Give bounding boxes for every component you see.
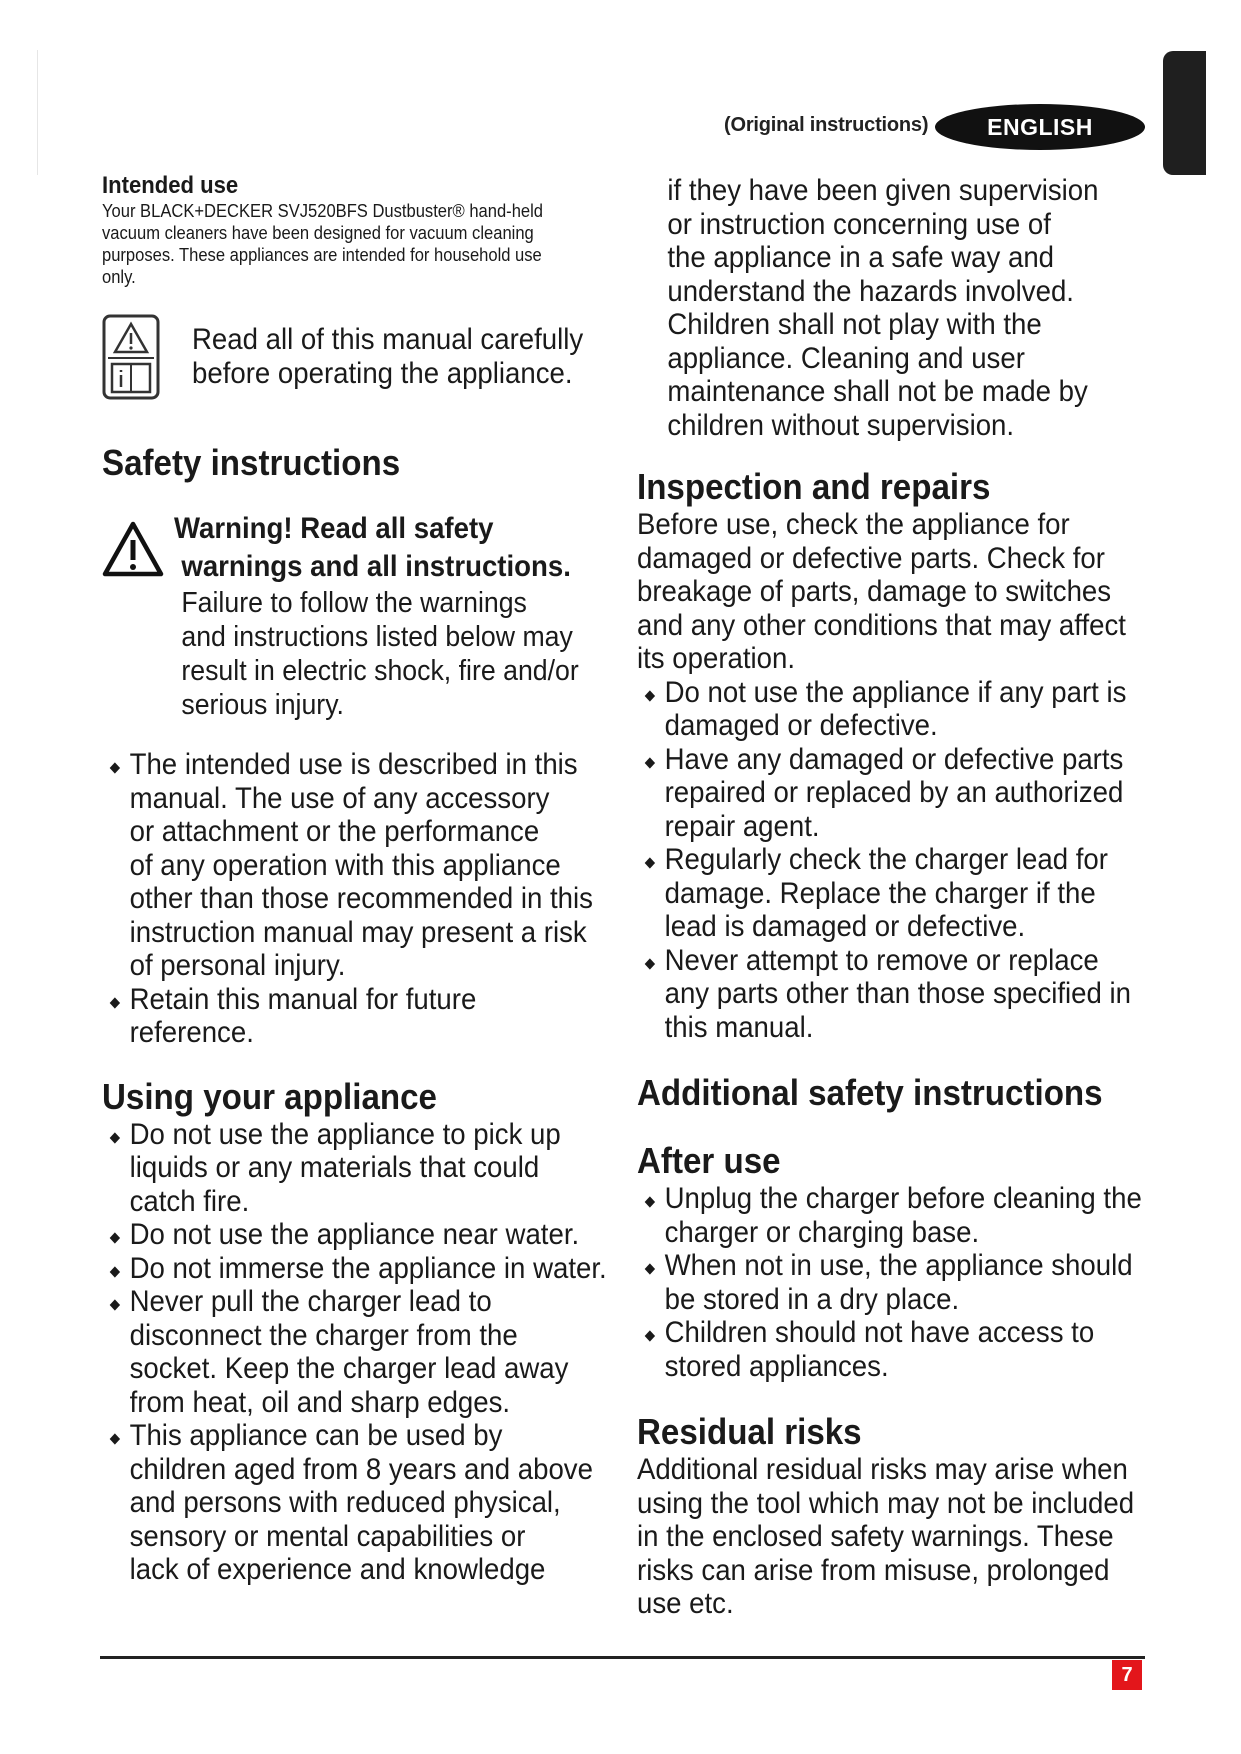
paragraph-line: in the enclosed safety warnings. These: [637, 1520, 1114, 1553]
bullet-line: reference.: [129, 1016, 254, 1049]
bullet-line: Do not immerse the appliance in water.: [129, 1251, 607, 1285]
warning-heading-line: warnings and all instructions.: [181, 550, 571, 583]
warning-text-line: Failure to follow the warnings: [181, 587, 527, 619]
inspection-intro: [637, 508, 1126, 676]
list-item: [102, 748, 593, 983]
continuation-line: Children shall not play with the: [667, 308, 1042, 341]
bullet-diamond-icon: [645, 1196, 655, 1207]
bullet-line: of any operation with this appliance: [129, 848, 561, 882]
using-appliance-title: Using your appliance: [102, 1075, 437, 1117]
list-item: [102, 1118, 580, 1219]
bullet-line: Regularly check the charger lead for: [664, 843, 1108, 876]
paragraph-line: breakage of parts, damage to switches: [637, 575, 1112, 608]
bullet-line: instruction manual may present a risk: [129, 915, 587, 949]
paragraph-line: risks can arise from misuse, prolonged: [637, 1553, 1110, 1587]
paragraph-line: and any other conditions that may affect: [637, 608, 1126, 642]
bullet-line: When not in use, the appliance should: [664, 1249, 1133, 1282]
bullet-line: or attachment or the performance: [129, 815, 540, 848]
bullet-line: Have any damaged or defective parts: [664, 742, 1124, 776]
inspection-repairs-title: Inspection and repairs: [637, 466, 991, 507]
paragraph-line: Before use, check the appliance for: [637, 508, 1070, 541]
warning-block: [102, 510, 622, 722]
continuation-line: or instruction concerning use of: [667, 207, 1051, 241]
bullet-line: Unplug the charger before cleaning the: [664, 1182, 1142, 1215]
list-item: [102, 1285, 580, 1419]
bullet-line: Children should not have access to: [664, 1316, 1095, 1349]
warning-body: [174, 510, 614, 722]
safety-bullet-list: [102, 748, 622, 1050]
bullet-line: be stored in a dry place.: [664, 1282, 960, 1316]
bullet-line: The intended use is described in this: [129, 748, 578, 781]
bullet-diamond-icon: [645, 958, 655, 969]
bullet-diamond-icon: [645, 690, 655, 701]
page-edge-line: [37, 50, 38, 175]
bullet-line: Never pull the charger lead to: [129, 1285, 492, 1318]
bullet-line: charger or charging base.: [664, 1215, 980, 1249]
bullet-line: Do not use the appliance near water.: [129, 1218, 580, 1251]
read-manual-line: before operating the appliance.: [192, 357, 573, 390]
bullet-line: and persons with reduced physical,: [129, 1486, 561, 1519]
list-item: [637, 1316, 1115, 1383]
bullet-line: Retain this manual for future: [129, 982, 477, 1016]
bullet-line: of personal injury.: [129, 949, 346, 982]
list-item: [637, 843, 1115, 944]
paragraph-line: using the tool which may not be included: [637, 1486, 1135, 1520]
bullet-line: catch fire.: [129, 1184, 250, 1218]
list-item: [637, 1182, 1142, 1249]
bullet-line: from heat, oil and sharp edges.: [129, 1385, 511, 1419]
continuation-line: if they have been given supervision: [667, 174, 1099, 207]
paragraph-line: damaged or defective parts. Check for: [637, 541, 1105, 575]
inspection-bullet-list: [637, 676, 1157, 1045]
list-item: [102, 1218, 580, 1252]
paragraph-line: use etc.: [637, 1587, 734, 1620]
bullet-diamond-icon: [110, 997, 120, 1008]
warning-text-line: serious injury.: [181, 689, 344, 721]
bullet-line: This appliance can be used by: [129, 1419, 503, 1452]
safety-instructions-title: Safety instructions: [102, 442, 401, 483]
bullet-line: Do not use the appliance if any part is: [664, 675, 1127, 709]
intended-use-line: Your BLACK+DECKER SVJ520BFS Dustbuster® hand-held: [102, 201, 544, 221]
read-manual-notice: [102, 314, 622, 400]
bullet-diamond-icon: [645, 1263, 655, 1274]
bullet-diamond-icon: [110, 1232, 120, 1243]
bullet-line: damage. Replace the charger if the: [664, 876, 1096, 910]
after-use-title: After use: [637, 1140, 781, 1181]
bullet-diamond-icon: [645, 857, 655, 868]
warning-triangle-icon: [102, 520, 164, 578]
continuation-text: [637, 174, 1115, 442]
bullet-line: socket. Keep the charger lead away: [129, 1352, 569, 1385]
bullet-diamond-icon: [645, 1330, 655, 1341]
continuation-line: children without supervision.: [667, 408, 1015, 442]
residual-risks-text: [637, 1453, 1135, 1621]
warning-heading-line: Warning! Read all safety: [174, 512, 494, 545]
warning-text-line: and instructions listed below may: [181, 621, 573, 653]
bullet-line: repaired or replaced by an authorized: [664, 776, 1124, 809]
intended-use-line: only.: [102, 267, 136, 287]
residual-risks-title: Residual risks: [637, 1411, 862, 1452]
continuation-line: understand the hazards involved.: [667, 274, 1074, 308]
bullet-diamond-icon: [110, 1132, 120, 1143]
bullet-line: lead is damaged or defective.: [664, 910, 1026, 943]
intended-use-title: Intended use: [102, 172, 239, 199]
continuation-line: appliance. Cleaning and user: [667, 341, 1025, 375]
list-item: [102, 983, 580, 1050]
original-instructions-label: (Original instructions): [724, 114, 929, 136]
bullet-line: liquids or any materials that could: [129, 1151, 540, 1184]
paragraph-line: Additional residual risks may arise when: [637, 1453, 1128, 1486]
list-item: [102, 1251, 607, 1286]
continuation-line: maintenance shall not be made by: [667, 375, 1088, 408]
bullet-line: lack of experience and knowledge: [129, 1553, 546, 1586]
warning-heading: [174, 510, 579, 586]
footer-divider: [100, 1656, 1145, 1659]
bullet-line: other than those recommended in this: [129, 882, 593, 915]
read-manual-text: [192, 323, 583, 391]
after-use-bullet-list: [637, 1182, 1157, 1383]
bullet-diamond-icon: [110, 762, 120, 773]
list-item: [637, 675, 1127, 743]
bullet-diamond-icon: [645, 757, 655, 768]
warning-text-line: result in electric shock, fire and/or: [181, 655, 579, 687]
bullet-line: stored appliances.: [664, 1349, 889, 1383]
bullet-diamond-icon: [110, 1266, 120, 1277]
bullet-diamond-icon: [110, 1299, 120, 1310]
bullet-line: sensory or mental capabilities or: [129, 1519, 526, 1553]
page-number: 7: [1112, 1660, 1142, 1690]
intended-use-line: purposes. These appliances are intended for household use: [102, 245, 542, 265]
intended-use-line: vacuum cleaners have been designed for vacuum cleaning: [102, 223, 534, 243]
list-item: [637, 1249, 1133, 1316]
bullet-line: this manual.: [664, 1010, 814, 1044]
bullet-line: manual. The use of any accessory: [129, 781, 550, 815]
right-column: [637, 174, 1157, 1621]
additional-safety-title: Additional safety instructions: [637, 1072, 1103, 1113]
bullet-line: Never attempt to remove or replace: [664, 943, 1099, 977]
read-manual-line: Read all of this manual carefully: [192, 323, 584, 356]
warning-text: [174, 586, 579, 722]
left-column: [102, 172, 622, 1587]
language-badge: ENGLISH: [935, 104, 1145, 150]
bullet-line: damaged or defective.: [664, 709, 938, 742]
bullet-line: disconnect the charger from the: [129, 1318, 518, 1352]
bullet-line: Do not use the appliance to pick up: [129, 1117, 561, 1151]
list-item: [102, 1419, 593, 1587]
bullet-line: repair agent.: [664, 809, 820, 843]
list-item: [637, 943, 1132, 1045]
bullet-diamond-icon: [110, 1433, 120, 1444]
read-manual-icon: [102, 314, 160, 400]
paragraph-line: its operation.: [637, 642, 796, 675]
using-bullet-list: [102, 1118, 622, 1587]
continuation-line: the appliance in a safe way and: [667, 241, 1055, 274]
intended-use-text: [102, 200, 617, 288]
language-side-tab: [1163, 51, 1206, 175]
list-item: [637, 742, 1124, 844]
bullet-line: any parts other than those specified in: [664, 977, 1132, 1010]
bullet-line: children aged from 8 years and above: [129, 1452, 593, 1486]
